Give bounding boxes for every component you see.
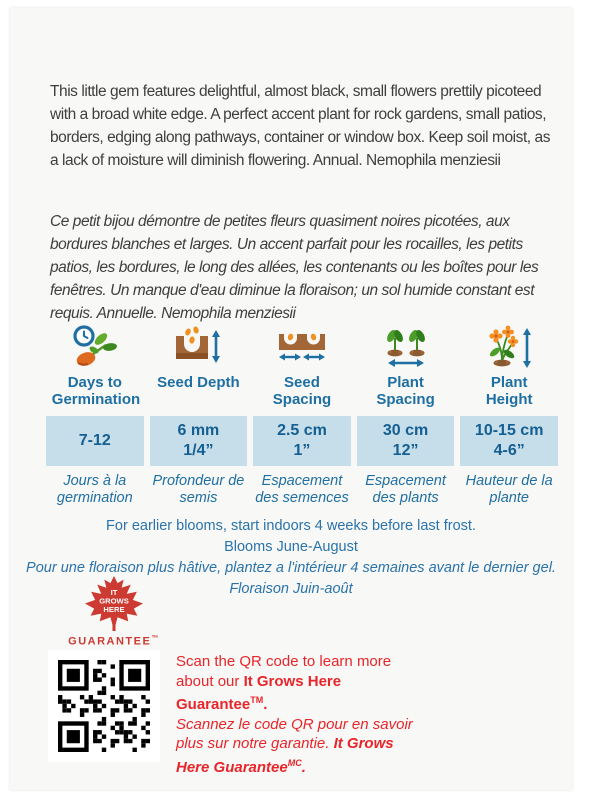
bloom-line-fr-2: Floraison Juin-août	[229, 581, 353, 597]
it-grows-here-guarantee-logo	[56, 574, 172, 648]
value-metric: 30 cm	[382, 422, 429, 439]
growing-info-column-plant-spacing	[357, 316, 455, 507]
label-plant-height: Plant Height	[485, 374, 533, 408]
logo-text-here: HERE	[103, 605, 125, 615]
qr-text-english: Scan the QR code to learn more about our It Grows Here Guarantee™.	[176, 653, 392, 713]
description-french: Ce petit bijou démontre de petites fleurs quasiment noires picotées, aux bordures blanches et larges. Un accent parfait pour les rocailles, les petits patios, les bordures, le long des allées, les contenants ou les boîtes pour les fenêtres. Un manque d'eau diminue la floraison; un sol humide constant est requis. Annuelle. Nemophila menziesii	[50, 212, 539, 322]
qr-code	[48, 650, 160, 762]
label-fr-plant-spacing: Espacement des plants	[365, 473, 446, 506]
bloom-line-fr-1: Pour une floraison plus hâtive, plantez a l'intérieur 4 semaines avant le dernier gel.	[26, 560, 556, 576]
label-days-to-germination: Days to Germination	[51, 374, 141, 408]
value-plant-spacing	[357, 416, 455, 466]
growing-info-column-seed-spacing	[253, 316, 351, 507]
value-imperial: 1”	[293, 442, 311, 459]
value-days-to-germination	[46, 416, 144, 466]
growing-info-column-seed-depth	[150, 316, 248, 507]
growing-info-row	[46, 316, 558, 507]
value-plant-height	[460, 416, 558, 466]
growing-info-column-plant-height	[460, 316, 558, 507]
qr-instructions	[176, 652, 418, 777]
label-fr-seed-spacing: Espacement des semences	[255, 473, 349, 506]
value-metric: 7-12	[78, 432, 111, 449]
seed-spacing-icon	[277, 316, 327, 374]
value-seed-spacing	[253, 416, 351, 466]
label-fr-plant-height: Hauteur de la plante	[465, 473, 553, 506]
plant-spacing-icon	[382, 316, 430, 374]
qr-code-svg	[58, 660, 150, 752]
label-fr-seed-depth: Profondeur de semis	[152, 473, 245, 506]
seed-packet-back	[10, 8, 572, 790]
bloom-line-en-2: Blooms June-August	[224, 539, 358, 555]
germination-clock-seed-icon	[71, 316, 119, 374]
label-seed-spacing: Seed Spacing	[272, 374, 332, 408]
logo-text-it: IT	[110, 587, 118, 597]
value-metric: 2.5 cm	[277, 422, 327, 439]
qr-text-french: Scannez le code QR pour en savoir plus sur notre garantie. It Grows Here Guarantee$^{MC}$.	[176, 715, 413, 776]
trademark-symbol: ™	[151, 635, 160, 642]
value-imperial: 12”	[392, 442, 419, 459]
growing-info-column-germination	[46, 316, 144, 507]
value-metric: 10-15 cm	[474, 422, 544, 439]
value-imperial: 1/4”	[183, 442, 214, 459]
plant-height-icon	[484, 316, 534, 374]
value-imperial: 4-6”	[493, 442, 525, 459]
value-metric: 6 mm	[177, 422, 220, 439]
description-english: This little gem features delightful, almost black, small flowers prettily picoteed with a broad white edge. A perfect accent plant for rock gardens, small patios, borders, edging along pathways, container or window box. Keep soil moist, as a lack of moisture will diminish flowering. Annual. Nemophila menziesii	[50, 82, 550, 169]
logo-text-grows: GROWS	[99, 596, 129, 606]
label-fr-germination: Jours à la germination	[56, 473, 133, 506]
guarantee-wordmark: GUARANTEE™	[68, 635, 160, 648]
value-seed-depth	[150, 416, 248, 466]
maple-leaf-icon	[72, 574, 156, 634]
seed-depth-icon	[174, 316, 222, 374]
label-plant-spacing: Plant Spacing	[376, 374, 435, 408]
label-seed-depth: Seed Depth	[157, 374, 240, 391]
bloom-line-en-1: For earlier blooms, start indoors 4 weeks before last frost.	[106, 518, 476, 534]
